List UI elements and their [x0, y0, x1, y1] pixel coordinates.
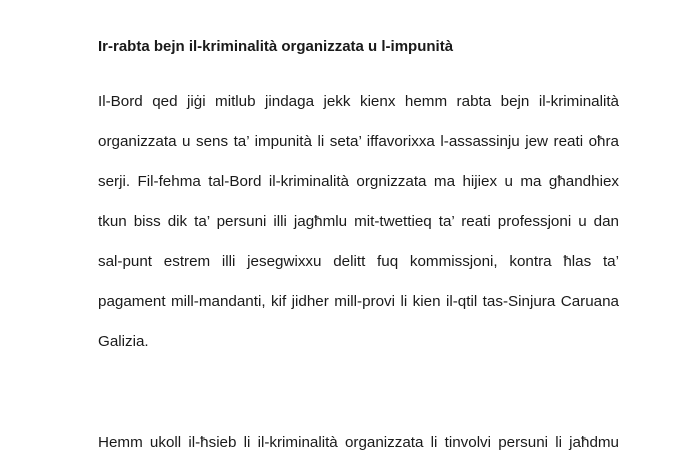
- paragraph-line: organizzata u sens ta’ impunità li seta’ iffavorixxa l-assassinju jew reati oħra: [98, 133, 619, 150]
- next-paragraph-line-cut: Hemm ukoll il-ħsieb li il-kriminalità organizzata li tinvolvi persuni li jaħdmu: [98, 434, 619, 451]
- paragraph-line: pagament mill-mandanti, kif jidher mill-provi li kien il-qtil tas-Sinjura Caruana: [98, 293, 619, 310]
- paragraph-line: sal-punt estrem illi jesegwixxu delitt fuq kommissjoni, kontra ħlas ta’: [98, 253, 619, 270]
- paragraph-line: serji. Fil-fehma tal-Bord il-kriminalità orgnizzata ma hijiex u ma għandhiex: [98, 173, 619, 190]
- paragraph-line: Galizia.: [98, 333, 149, 350]
- section-heading: Ir-rabta bejn il-kriminalità organizzata u l-impunità: [98, 38, 454, 55]
- paragraph-line: Il-Bord qed jiġi mitlub jindaga jekk kienx hemm rabta bejn il-kriminalità: [98, 93, 619, 110]
- paragraph-line: tkun biss dik ta’ persuni illi jagħmlu mit-twettieq ta’ reati professjoni u dan: [98, 213, 619, 230]
